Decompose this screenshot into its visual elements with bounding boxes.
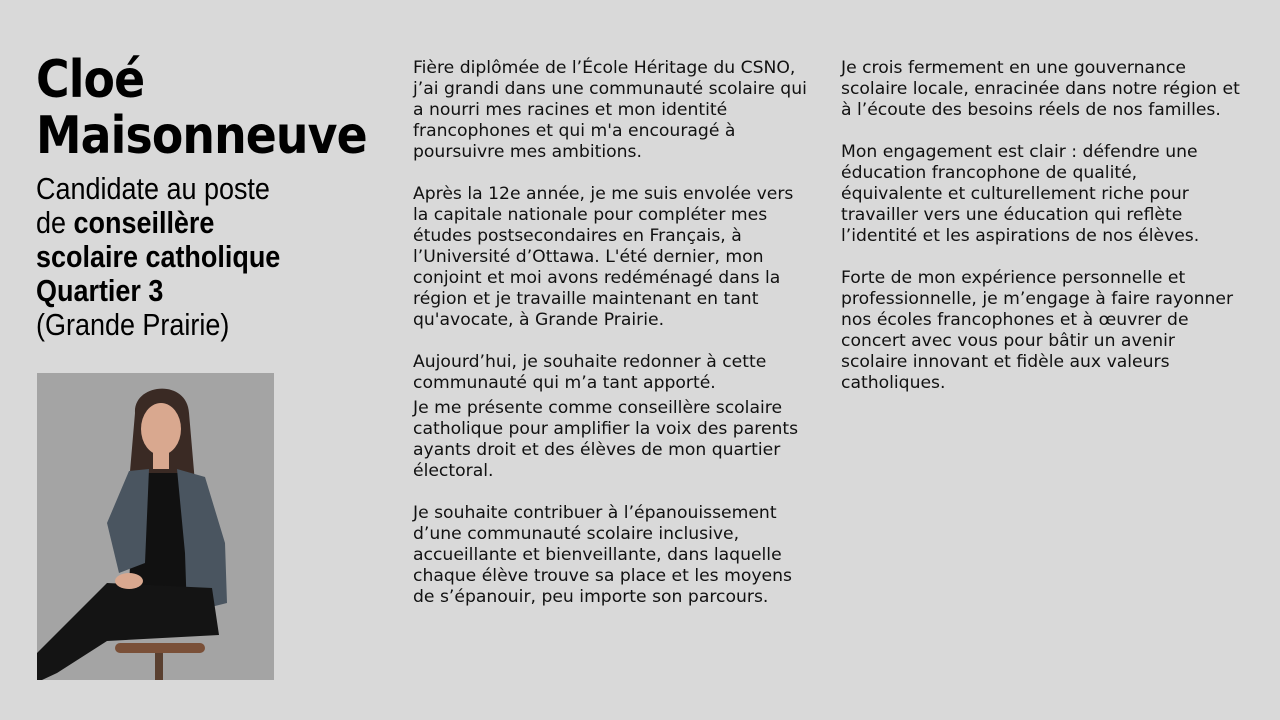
bio-paragraph-4: Je me présente comme conseillère scolaire catholique pour amplifier la voix des parents ayants droit et des élèves de mon quartier électoral.	[413, 398, 799, 481]
subtitle-line-5: (Grande Prairie)	[36, 307, 230, 342]
bio-column-1	[413, 58, 813, 629]
candidate-subtitle	[36, 172, 367, 342]
bio-paragraph-1: Fière diplômée de l’École Héritage du CSNO, j’ai grandi dans une communauté scolaire qui a nourri mes racines et mon identité francophones et qui m'a encouragé à poursuivre mes ambitions.	[413, 58, 807, 162]
candidate-first-name: Cloé	[36, 50, 145, 110]
face	[141, 403, 181, 455]
subtitle-line-3-text: scolaire catholique	[36, 239, 281, 274]
candidate-photo	[37, 373, 274, 680]
candidate-last-name: Maisonneuve	[36, 106, 367, 166]
chair-stem	[155, 653, 163, 680]
chair-seat	[115, 643, 205, 653]
subtitle-line-4	[36, 274, 367, 308]
bio-column-2	[841, 58, 1241, 415]
bio-paragraph-3: Aujourd’hui, je souhaite redonner à cette communauté qui m’a tant apporté.	[413, 352, 767, 393]
subtitle-line-2	[36, 206, 367, 240]
candidate-name	[36, 50, 367, 166]
subtitle-line-1: Candidate au poste	[36, 171, 270, 206]
subtitle-line-3	[36, 240, 367, 274]
neck	[153, 451, 169, 469]
candidate-header	[36, 52, 386, 342]
bio-paragraph-6: Je crois fermement en une gouvernance scolaire locale, enracinée dans notre région et à l’écoute des besoins réels de nos familles.	[841, 58, 1240, 120]
bio-paragraph-2: Après la 12e année, je me suis envolée vers la capitale nationale pour compléter mes études postsecondaires en Français, à l’Université d’Ottawa. L'été dernier, mon conjoint et moi avons redéménagé dans la région et je travaille maintenant en tant qu'avocate, à Grande Prairie.	[413, 184, 794, 330]
bio-paragraph-8: Forte de mon expérience personnelle et professionnelle, je m’engage à faire rayonner nos écoles francophones et à œuvrer de concert avec vous pour bâtir un avenir scolaire innovant et fidèle aux valeurs catholiques.	[841, 268, 1234, 393]
subtitle-line-2-bold: conseillère	[73, 205, 215, 240]
hands	[115, 573, 143, 589]
bio-paragraph-7: Mon engagement est clair : défendre une éducation francophone de qualité, équivalente et culturellement riche pour travailler vers une éducation qui reflète l’identité et les aspirations de nos élèves.	[841, 142, 1200, 246]
subtitle-line-4-text: Quartier 3	[36, 273, 164, 308]
bio-paragraph-5: Je souhaite contribuer à l’épanouissement d’une communauté scolaire inclusive, accueillante et bienveillante, dans laquelle chaque élève trouve sa place et les moyens de s’épanouir, peu importe son parcours.	[413, 503, 792, 607]
subtitle-line-2-prefix: de	[36, 205, 74, 240]
candidate-portrait-illustration	[37, 373, 274, 680]
